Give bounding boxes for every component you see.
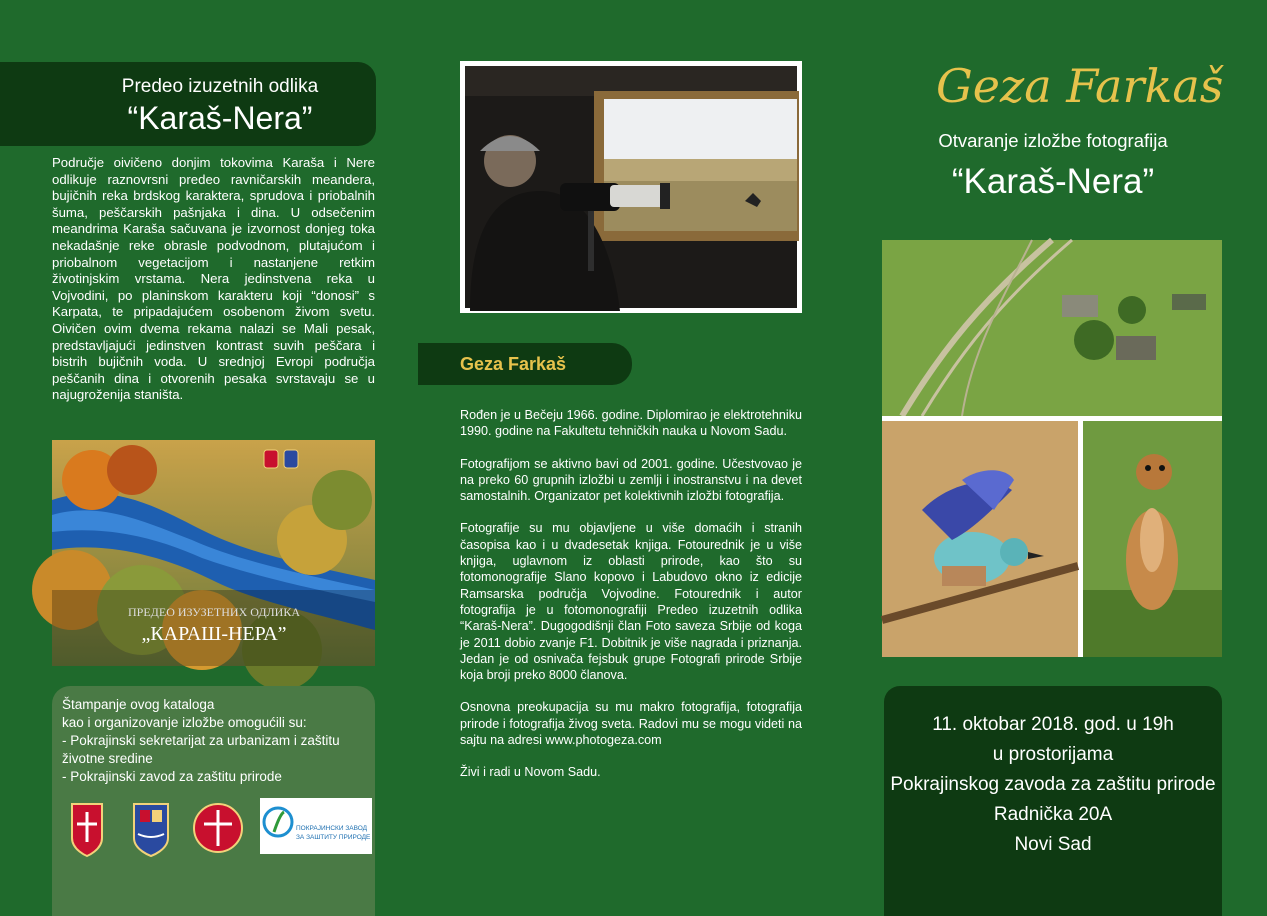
photographer-name-tab	[418, 343, 632, 385]
photographer-photo	[460, 61, 802, 313]
bio-paragraph: Osnovna preokupacija su mu makro fotografija, fotografija prirode i fotografija živog sveta. Radovi mu se mogu videti na sajtu na adresi www.photogeza.com	[460, 700, 802, 748]
exhibition-title: “Karaš-Nera”	[951, 162, 1155, 201]
sponsor-box	[52, 686, 375, 916]
photo-collage	[882, 240, 1222, 657]
signature-text: Geza Farkaš	[936, 59, 1224, 113]
institute-logo-text2: ЗА ЗАШТИТУ ПРИРОДЕ	[296, 834, 371, 841]
event-street: Radnička 20A	[993, 804, 1113, 825]
left-title-line1: Predeo izuzetnih odlika	[121, 76, 319, 97]
sponsor-line2: kao i organizovanje izložbe omogućili su:	[62, 715, 307, 730]
signature	[930, 50, 1224, 120]
exhibition-subtitle: Otvaranje izložbe fotografija	[938, 130, 1168, 151]
sponsor-logos	[64, 794, 371, 864]
sponsor-line1: Štampanje ovog kataloga	[62, 697, 215, 712]
vojvodina-coat-of-arms-icon	[134, 804, 168, 856]
sponsor-line3: - Pokrajinski sekretarijat za urbanizam i zaštitu životne sredine	[62, 733, 340, 766]
intro-paragraph: Područje oivičeno donjim tokovima Karaša i Nere odlikuje raznovrsni predeo ravničarskih meandera, bujičnih reka brdskog karaktera, sprudova i priobalnih šuma, peščarskih pašnjaka i dina. U odsečenim meandrima Karaša sačuvana je izvornost donjeg toka nekadašnje reke obrasle podvodnom, plutajućom i priobalnom vegetacijom i nastanjene retkim životinjskim vrstama. Nera jedinstvena reka u Vojvodini, po planinskom karakteru koji “donosi” s Karpata, te pripadajućem osobenom živom svetu. Oivičen ovim dvema rekama nalazi se Mali pesak, predstavljajući jedinstven kontrast suvih peščara i bistrih bujičnih voda. U srednjoj Evropi područja peščanih dina i otvorenih pesaka svrstavaju se u najugroženija staništa.	[52, 155, 375, 403]
book-cover-title: „КАРАШ-НЕРА”	[141, 623, 287, 645]
left-title-line2: “Karaš-Nera”	[127, 100, 313, 136]
event-city: Novi Sad	[1014, 834, 1092, 855]
sponsor-line4: - Pokrajinski zavod za zaštitu prirode	[62, 769, 282, 784]
book-cover-subtitle: ПРЕДЕО ИЗУЗЕТНИХ ОДЛИКА	[128, 605, 300, 619]
event-date: 11. oktobar 2018. god. u 19h	[932, 714, 1174, 735]
bio-paragraph: Rođen je u Bečeju 1966. godine. Diplomirao je elektrotehniku 1990. godine na Fakultetu tehničkih nauka u Novom Sadu.	[460, 408, 802, 439]
left-title-box	[0, 62, 376, 146]
bio-paragraph: Fotografije su mu objavljene u više domaćih i stranih časopisa kao i u dvadesetak knjiga. Fotourednik je u više knjiga, uglavnom iz oblasti prirode, kao što su fotomonografije Slano kopovo i Labudovo okno iz edicije Ramsarska područja Vojvodine. Fotourednik i autor fotografija je u fotomonografiji Predeo izuzetnih odlika “Karaš-Nera”. Dugogodišnji član Foto saveza Srbije od koga je 2011 dobio zvanje F1. Dobitnik je više nagrada i priznanja. Jedan je od osnivača fejsbuk grupe Fotografi prirode Srbije koja broji preko 8000 članova.	[460, 521, 802, 683]
biography	[460, 407, 802, 797]
event-location-intro: u prostorijama	[992, 744, 1114, 765]
event-details	[884, 686, 1222, 916]
institute-logo-text1: ПОКРАЈИНСКИ ЗАВОД	[296, 825, 368, 832]
book-cover-image	[52, 440, 375, 666]
bio-paragraph: Živi i radi u Novom Sadu.	[460, 765, 601, 780]
bio-paragraph: Fotografijom se aktivno bavi od 2001. godine. Učestvovao je na preko 60 grupnih izložbi u zemlji i inostranstvu i na devet samostalnih. Organizator pet kolektivnih izložbi fotografija.	[460, 456, 802, 504]
serbia-coat-of-arms-icon	[72, 804, 102, 856]
event-venue: Pokrajinskog zavoda za zaštitu prirode	[890, 774, 1216, 795]
aerial-farm-photo	[882, 240, 1222, 416]
provincial-coat-of-arms-icon	[194, 804, 242, 852]
nature-institute-logo	[260, 798, 372, 854]
roller-bird-photo	[882, 421, 1078, 657]
photographer-name: Geza Farkaš	[460, 354, 567, 374]
ground-squirrel-photo	[1083, 421, 1222, 657]
